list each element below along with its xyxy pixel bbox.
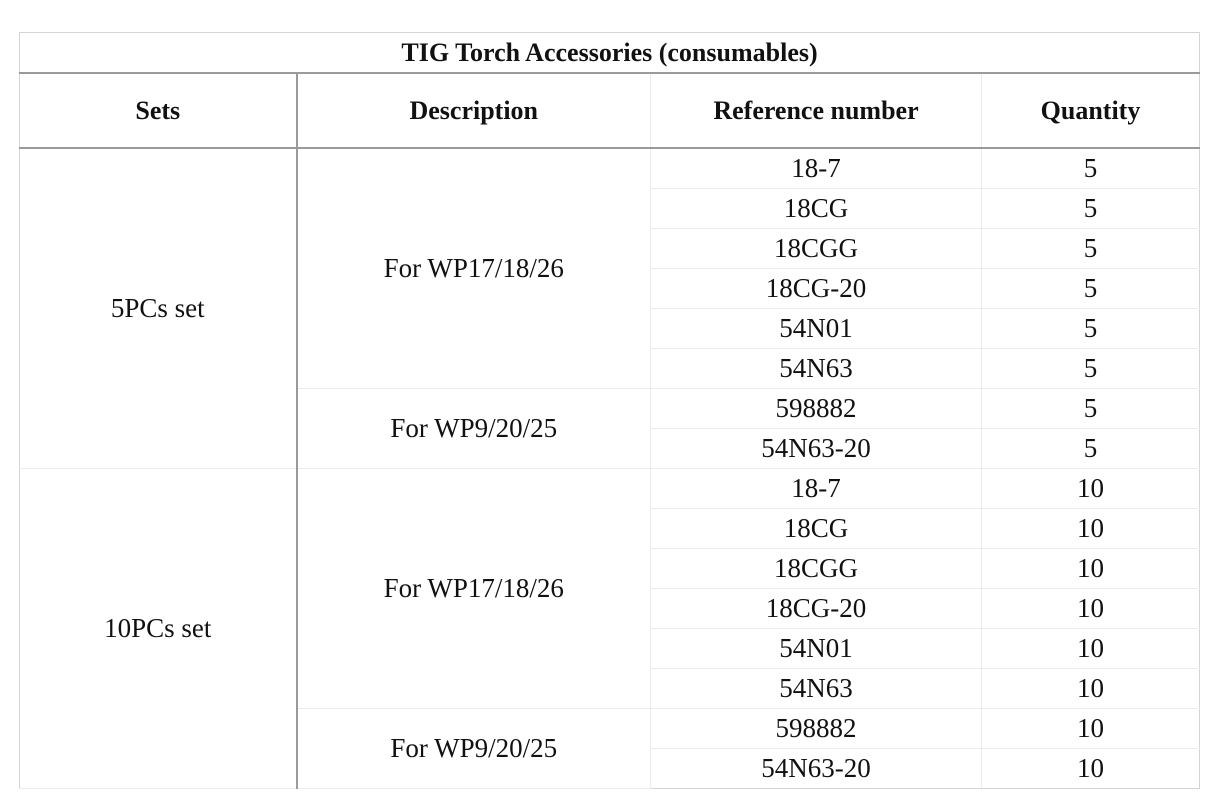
quantity-cell: 5 [982, 148, 1200, 189]
accessories-table [19, 32, 1200, 789]
reference-number-cell: 54N63 [651, 349, 982, 389]
reference-number-cell: 18CG [651, 189, 982, 229]
table-row [20, 469, 1200, 509]
reference-number-cell: 18CGG [651, 549, 982, 589]
reference-number-cell: 18CG-20 [651, 589, 982, 629]
quantity-cell: 10 [982, 629, 1200, 669]
header-reference-number: Reference number [651, 73, 982, 148]
header-sets: Sets [20, 73, 297, 148]
description-cell: For WP17/18/26 [297, 469, 651, 709]
title-row [20, 33, 1200, 74]
quantity-cell: 10 [982, 469, 1200, 509]
reference-number-cell: 18CGG [651, 229, 982, 269]
reference-number-cell: 18CG-20 [651, 269, 982, 309]
quantity-cell: 5 [982, 229, 1200, 269]
header-description: Description [297, 73, 651, 148]
quantity-cell: 10 [982, 669, 1200, 709]
description-cell: For WP9/20/25 [297, 709, 651, 789]
reference-number-cell: 18CG [651, 509, 982, 549]
reference-number-cell: 54N63-20 [651, 429, 982, 469]
header-quantity: Quantity [982, 73, 1200, 148]
reference-number-cell: 54N01 [651, 629, 982, 669]
quantity-cell: 10 [982, 549, 1200, 589]
quantity-cell: 5 [982, 189, 1200, 229]
reference-number-cell: 54N63 [651, 669, 982, 709]
header-row [20, 73, 1200, 148]
quantity-cell: 5 [982, 429, 1200, 469]
table-row [20, 148, 1200, 189]
description-cell: For WP17/18/26 [297, 148, 651, 389]
set-name-cell: 5PCs set [20, 148, 297, 469]
quantity-cell: 5 [982, 389, 1200, 429]
quantity-cell: 10 [982, 509, 1200, 549]
reference-number-cell: 18-7 [651, 148, 982, 189]
quantity-cell: 5 [982, 309, 1200, 349]
quantity-cell: 10 [982, 709, 1200, 749]
quantity-cell: 5 [982, 269, 1200, 309]
reference-number-cell: 54N01 [651, 309, 982, 349]
table-title: TIG Torch Accessories (consumables) [20, 33, 1200, 74]
reference-number-cell: 598882 [651, 389, 982, 429]
reference-number-cell: 598882 [651, 709, 982, 749]
description-cell: For WP9/20/25 [297, 389, 651, 469]
reference-number-cell: 18-7 [651, 469, 982, 509]
reference-number-cell: 54N63-20 [651, 749, 982, 789]
set-name-cell: 10PCs set [20, 469, 297, 789]
quantity-cell: 5 [982, 349, 1200, 389]
quantity-cell: 10 [982, 749, 1200, 789]
quantity-cell: 10 [982, 589, 1200, 629]
